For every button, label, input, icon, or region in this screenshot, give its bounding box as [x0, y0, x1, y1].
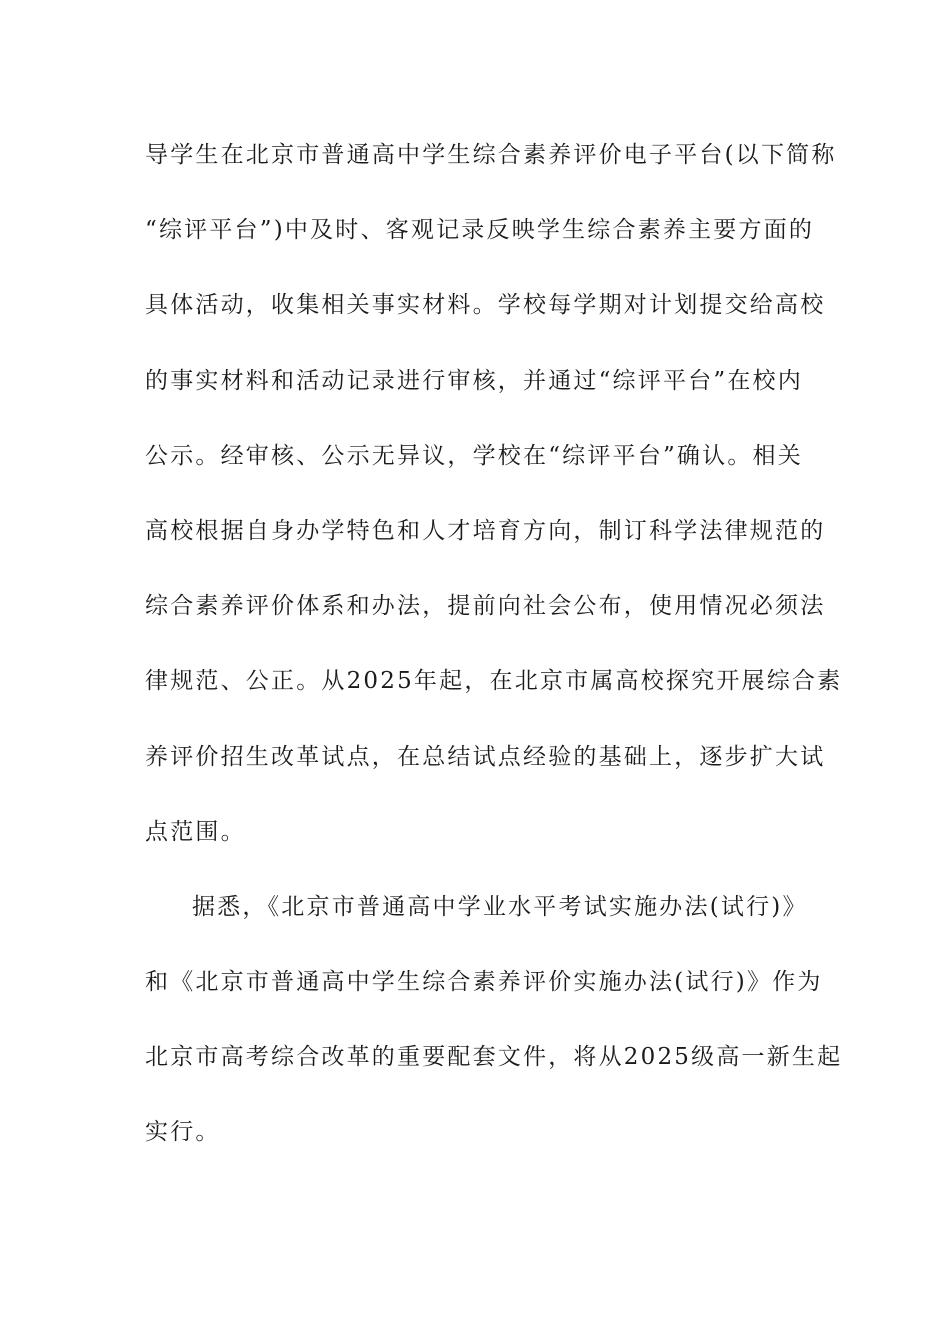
text-line: 律规范、公正。从2025年起，在北京市属高校探究开展综合素	[145, 668, 843, 695]
text-line: 和《北京市普通高中学生综合素养评价实施办法(试行)》作为	[145, 969, 823, 996]
text-line: 实行。	[145, 1119, 221, 1146]
text-line: 综合素养评价体系和办法，提前向社会公布，使用情况必须法	[145, 593, 826, 620]
text-line: 高校根据自身办学特色和人才培育方向，制订科学法律规范的	[145, 517, 826, 544]
body-text	[145, 132, 843, 1185]
text-line: 的事实材料和活动记录进行审核，并通过“综评平台”在校内	[145, 367, 803, 394]
text-line: 导学生在北京市普通高中学生综合素养评价电子平台(以下简称	[145, 142, 837, 168]
text-line: 具体活动，收集相关事实材料。学校每学期对计划提交给高校	[145, 292, 826, 319]
text-line: 公示。经审核、公示无异议，学校在“综评平台”确认。相关	[145, 442, 803, 469]
paragraph-2	[145, 884, 843, 1185]
text-line: 北京市高考综合改革的重要配套文件，将从2025级高一新生起	[145, 1044, 843, 1071]
paragraph-1	[145, 132, 843, 884]
text-line: “综评平台”)中及时、客观记录反映学生综合素养主要方面的	[145, 217, 815, 244]
text-line: 据悉，《北京市普通高中学业水平考试实施办法(试行)》	[192, 893, 808, 920]
text-line: 养评价招生改革试点，在总结试点经验的基础上，逐步扩大试	[145, 743, 826, 770]
text-line: 点范围。	[145, 818, 246, 845]
